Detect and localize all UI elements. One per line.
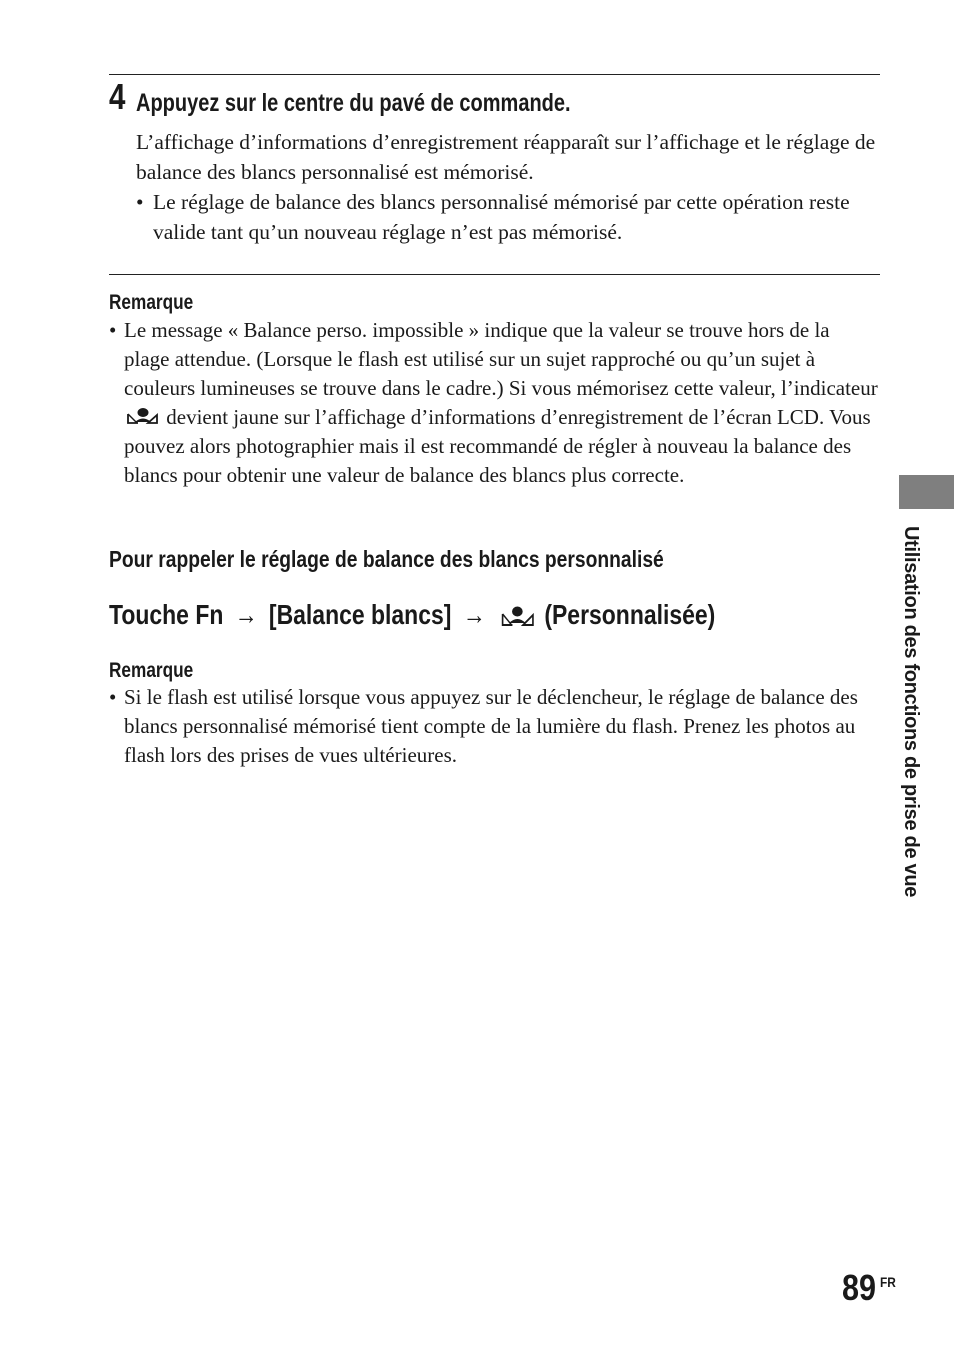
remark-text-part1: Le message « Balance perso. impossible » indique que la valeur se trouve hors de la plage attendue. (Lorsque le flash est utilisé sur un sujet rapproché ou qu’un sujet à couleurs lumineuses se trouve dans le cadre.) Si vous mémorisez cette valeur, l’indicateur xyxy=(124,318,878,400)
recall-heading: Pour rappeler le réglage de balance des blancs personnalisé xyxy=(109,546,664,572)
arrow-right-icon: → xyxy=(234,599,258,630)
section-label: Utilisation des fonctions de prise de vue xyxy=(900,526,922,898)
touch-fn-label: Touche Fn xyxy=(109,599,224,630)
list-item xyxy=(109,316,879,490)
bullet-dot: • xyxy=(136,190,144,214)
custom-white-balance-icon xyxy=(126,406,159,427)
page-language: FR xyxy=(880,1274,896,1290)
top-rule xyxy=(109,74,880,75)
list-item xyxy=(109,683,879,770)
bullet-dot: • xyxy=(109,685,117,709)
remark-list xyxy=(109,316,879,490)
section-rule xyxy=(109,274,880,275)
menu-label: [Balance blancs] xyxy=(268,599,452,630)
remark-heading: Remarque xyxy=(109,291,194,314)
remark-text-part2: devient jaune sur l’affichage d’informations d’enregistrement de l’écran LCD. Vous pouvez alors photographier mais il est recommandé de régler à nouveau la balance des blancs pour obtenir une valeur de balance des blancs plus correcte. xyxy=(124,405,871,487)
page-number: 89 xyxy=(842,1267,877,1308)
step-title: Appuyez sur le centre du pavé de commande. xyxy=(136,89,571,117)
step-number: 4 xyxy=(109,76,126,117)
step-paragraph: L’affichage d’informations d’enregistrement réapparaît sur l’affichage et le réglage de balance des blancs personnalisé est mémorisé. xyxy=(136,130,876,184)
remark-heading: Remarque xyxy=(109,659,194,682)
bullet-dot: • xyxy=(109,318,117,342)
custom-white-balance-icon xyxy=(500,604,534,628)
list-item xyxy=(136,187,880,247)
arrow-right-icon: → xyxy=(462,599,486,630)
remark-list xyxy=(109,683,879,770)
section-tab xyxy=(899,475,954,509)
step-bullet xyxy=(136,187,880,247)
recall-procedure xyxy=(109,598,715,632)
remark-text: Si le flash est utilisé lorsque vous appuyez sur le déclencheur, le réglage de balance des blancs personnalisé mémorisé tient compte de la lumière du flash. Prenez les photos au flash lors des prises de vues ultérieures. xyxy=(124,685,858,767)
step-bullet-text: Le réglage de balance des blancs personnalisé mémorisé par cette opération reste valide tant qu’un nouveau réglage n’est pas mémorisé. xyxy=(153,190,850,244)
option-label: (Personnalisée) xyxy=(544,599,716,630)
